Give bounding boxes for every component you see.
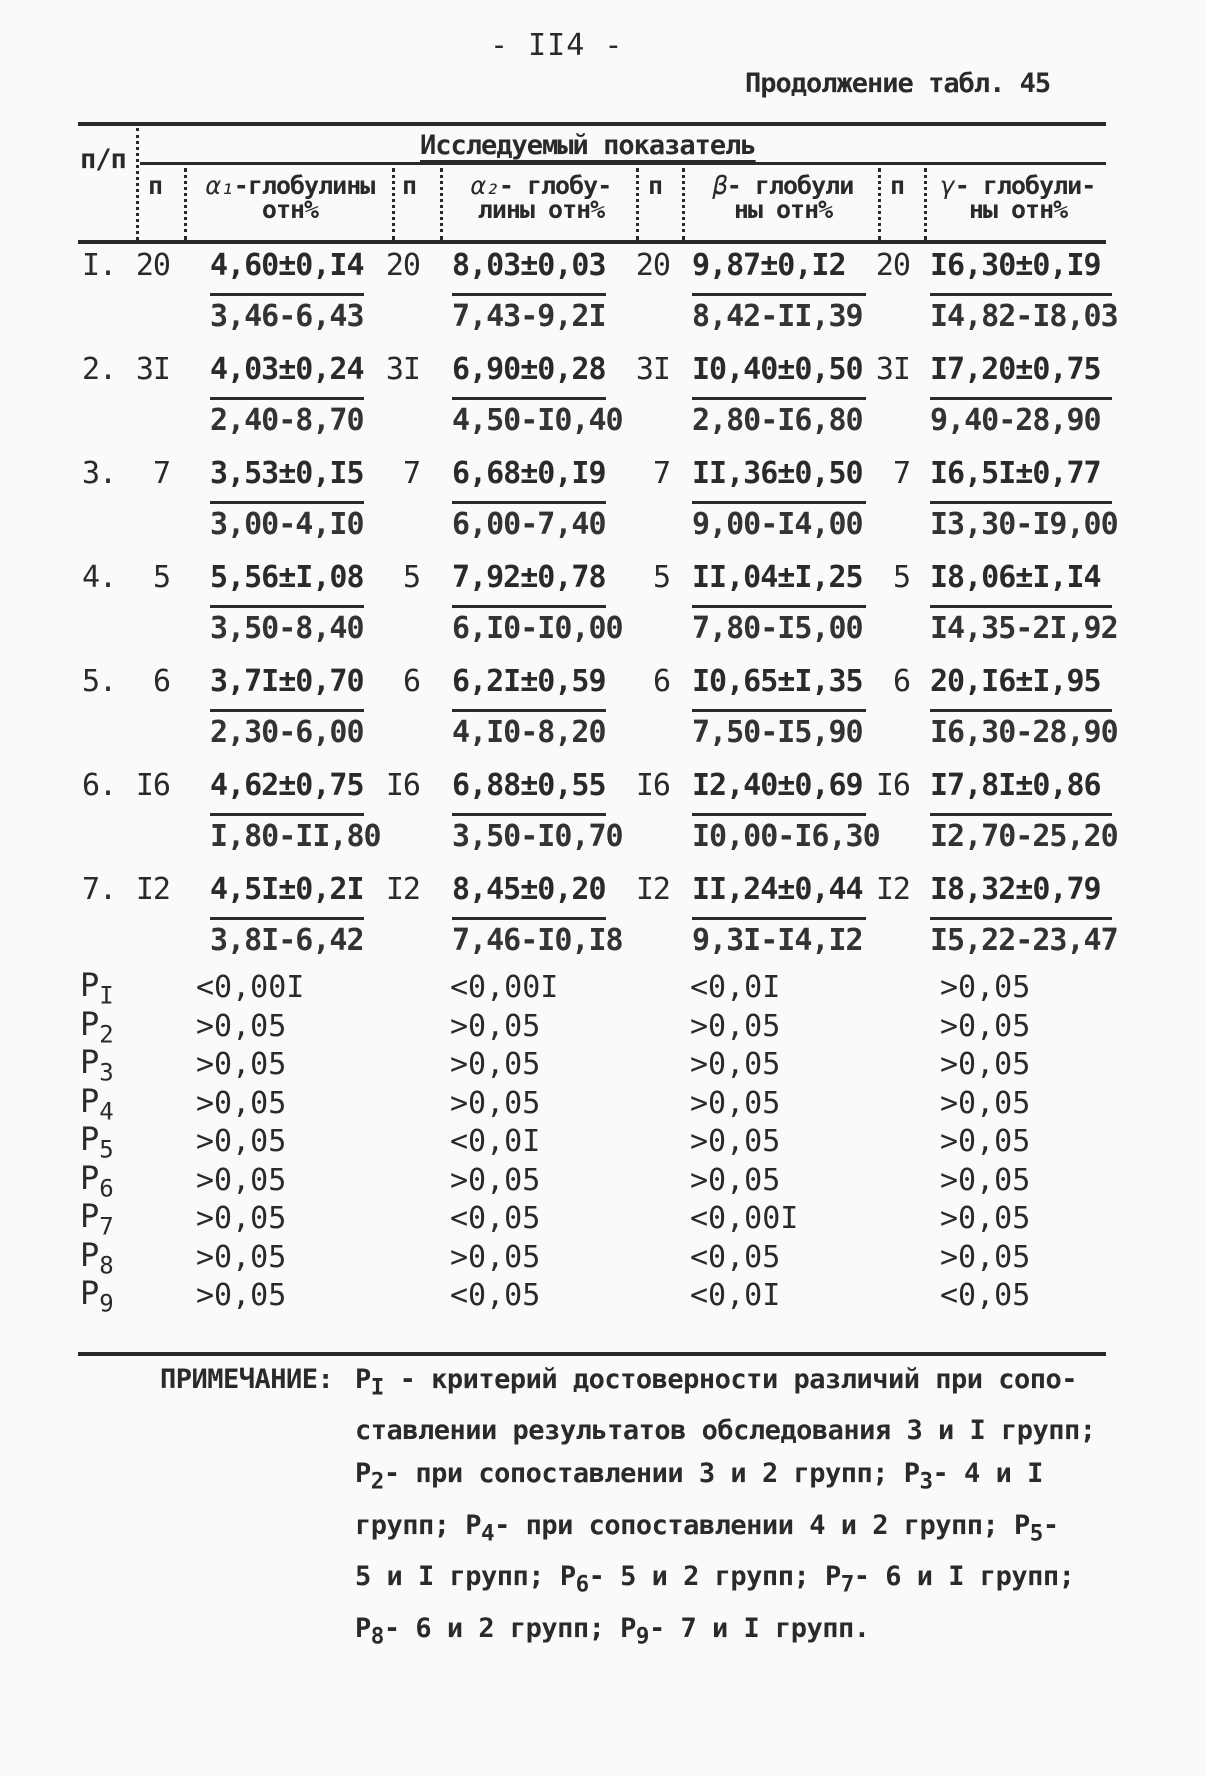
note-line: $P_I$ - критерий достоверности различий при сопо- (355, 1364, 1078, 1401)
group-size: I2 (875, 872, 910, 907)
p-value: >0,05 (450, 1008, 541, 1044)
p-label: $P_9$ (80, 1274, 114, 1318)
header-separator (636, 168, 639, 240)
row-number: 3. (82, 456, 117, 491)
header-n: п (648, 171, 663, 200)
range-value: 4,50-I0,40 (452, 403, 623, 438)
header-separator (682, 168, 685, 240)
group-size: 3I (635, 352, 670, 387)
p-value: >0,05 (196, 1047, 287, 1082)
mean-value: 4,03±0,24 (210, 352, 364, 387)
p-value: >0,05 (940, 1162, 1031, 1198)
group-size: 3I (385, 352, 420, 387)
fraction-line (930, 709, 1112, 712)
range-value: 6,00-7,40 (452, 507, 606, 542)
mean-value: 7,92±0,78 (452, 560, 606, 595)
fraction-line (210, 605, 364, 608)
p-value: >0,05 (940, 1239, 1031, 1275)
range-value: I2,70-25,20 (930, 819, 1118, 854)
group-size: 6 (892, 664, 910, 699)
p-value: >0,05 (450, 1047, 541, 1082)
note-text (355, 1358, 1115, 1658)
p-value: >0,05 (940, 970, 1031, 1005)
p-value: >0,05 (196, 1239, 287, 1275)
fraction-line (930, 813, 1112, 816)
fraction-line (692, 813, 866, 816)
mean-value: I2,40±0,69 (692, 768, 863, 803)
range-value: I6,30-28,90 (930, 715, 1118, 750)
mean-value: 3,7I±0,70 (210, 664, 364, 699)
p-value: >0,05 (940, 1047, 1031, 1082)
p-value: >0,05 (196, 1278, 287, 1313)
fraction-line (930, 605, 1112, 608)
group-size: 5 (402, 560, 420, 595)
p-value: >0,05 (450, 1162, 541, 1198)
p-value: >0,05 (940, 1124, 1031, 1159)
mean-value: II,36±0,50 (692, 456, 863, 491)
header-separator (392, 168, 395, 240)
range-value: 3,00-4,I0 (210, 507, 364, 542)
p-value: >0,05 (940, 1008, 1031, 1044)
note-label: ПРИМЕЧАНИЕ: (160, 1364, 334, 1395)
mean-value: 3,53±0,I5 (210, 456, 364, 491)
page-number: - II4 - (490, 28, 624, 63)
mean-value: I8,32±0,79 (930, 872, 1101, 907)
mean-value: 4,62±0,75 (210, 768, 364, 803)
group-size: 20 (635, 248, 670, 283)
fraction-line (930, 917, 1112, 920)
group-size: 7 (152, 456, 170, 491)
header-alpha1-globulins: α₁-глобулины отн% (205, 171, 375, 224)
header-separator (136, 128, 139, 240)
group-size: 3I (135, 352, 170, 387)
mean-value: I7,20±0,75 (930, 352, 1101, 387)
p-value: >0,05 (196, 1085, 287, 1121)
header-indicator: Исследуемый показатель (420, 130, 756, 161)
mean-value: 8,45±0,20 (452, 872, 606, 907)
group-size: 6 (652, 664, 670, 699)
row-number: I. (82, 248, 117, 283)
fraction-line (452, 813, 606, 816)
group-size: 6 (402, 664, 420, 699)
range-value: 3,50-8,40 (210, 611, 364, 646)
gamma-symbol: γ (940, 171, 955, 200)
note-line: $P_8-$ 6 и 2 групп; $P_9-$ 7 и I групп. (355, 1612, 870, 1649)
fraction-line (452, 397, 606, 400)
fraction-line (452, 501, 606, 504)
range-value: I5,22-23,47 (930, 923, 1118, 958)
range-value: 7,50-I5,90 (692, 715, 863, 750)
group-size: 7 (892, 456, 910, 491)
fraction-line (452, 917, 606, 920)
table-continuation-title: Продолжение табл. 45 (745, 68, 1051, 99)
group-size: I6 (635, 768, 670, 803)
note-line: ставлении результатов обследования 3 и I групп; (355, 1415, 1096, 1447)
p-label: $P_7$ (80, 1197, 114, 1241)
mean-value: I6,5I±0,77 (930, 456, 1101, 491)
p-value: >0,05 (690, 1047, 781, 1082)
range-value: I0,00-I6,30 (692, 819, 880, 854)
range-value: 7,43-9,2I (452, 299, 606, 334)
fraction-line (930, 501, 1112, 504)
p-label: $P_4$ (80, 1081, 114, 1125)
p-value: <0,00I (690, 1201, 799, 1236)
range-value: 7,46-I0,I8 (452, 923, 623, 958)
group-size: 3I (875, 352, 910, 387)
range-value: 8,42-II,39 (692, 299, 863, 334)
p-label: $P_6$ (80, 1158, 114, 1202)
mean-value: I7,8I±0,86 (930, 768, 1101, 803)
row-number: 6. (82, 768, 117, 803)
p-value: <0,0I (450, 1124, 541, 1159)
fraction-line (210, 917, 364, 920)
fraction-line (452, 709, 606, 712)
range-value: I3,30-I9,00 (930, 507, 1118, 542)
range-value: 3,8I-6,42 (210, 923, 364, 958)
p-value: >0,05 (940, 1085, 1031, 1121)
fraction-line (210, 397, 364, 400)
fraction-line (452, 293, 606, 296)
row-number: 2. (82, 352, 117, 387)
row-number: 4. (82, 560, 117, 595)
fraction-line (930, 397, 1112, 400)
row-number: 5. (82, 664, 117, 699)
header-gamma-globulins: γ- глобули- ны отн% (940, 171, 1096, 224)
range-value: 6,I0-I0,00 (452, 611, 623, 646)
fraction-line (692, 709, 866, 712)
range-value: I4,35-2I,92 (930, 611, 1118, 646)
mean-value: 6,90±0,28 (452, 352, 606, 387)
mean-value: 9,87±0,I2 (692, 248, 846, 283)
range-value: 7,80-I5,00 (692, 611, 863, 646)
range-value: 2,40-8,70 (210, 403, 364, 438)
p-value: <0,05 (690, 1239, 781, 1275)
group-size: I6 (135, 768, 170, 803)
p-label: $P_5$ (80, 1120, 114, 1164)
range-value: I4,82-I8,03 (930, 299, 1118, 334)
p-value: >0,05 (196, 1124, 287, 1159)
mean-value: I0,65±I,35 (692, 664, 863, 699)
group-size: 5 (652, 560, 670, 595)
p-value: <0,05 (450, 1201, 541, 1236)
p-value: <0,05 (940, 1278, 1031, 1313)
p-value: >0,05 (196, 1008, 287, 1044)
range-value: 3,50-I0,70 (452, 819, 623, 854)
group-size: 6 (152, 664, 170, 699)
p-value: <0,0I (690, 970, 781, 1005)
p-value: >0,05 (690, 1124, 781, 1159)
group-size: 5 (152, 560, 170, 595)
header-separator (878, 168, 881, 240)
table-top-rule (78, 122, 1106, 126)
header-bottom-rule (78, 240, 1106, 244)
p-value: >0,05 (690, 1085, 781, 1121)
note-line: $P_2-$ при сопоставлении 3 и 2 групп; $P_3-$ 4 и I (355, 1458, 1043, 1495)
group-size: 5 (892, 560, 910, 595)
header-alpha2-globulins: α₂- глобу- лины отн% (470, 171, 612, 224)
note-line: 5 и I групп; $P_6-$ 5 и 2 групп; $P_7-$ 6 и I групп; (355, 1561, 1075, 1598)
table-bottom-rule (78, 1352, 1106, 1356)
range-value: 9,40-28,90 (930, 403, 1101, 438)
group-size: I2 (135, 872, 170, 907)
range-value: 4,I0-8,20 (452, 715, 606, 750)
fraction-line (692, 917, 866, 920)
row-number: 7. (82, 872, 117, 907)
p-label: $P_3$ (80, 1043, 114, 1087)
fraction-line (692, 293, 866, 296)
group-size: I2 (635, 872, 670, 907)
group-size: 7 (402, 456, 420, 491)
mean-value: 4,60±0,I4 (210, 248, 364, 283)
p-value: >0,05 (940, 1201, 1031, 1236)
p-value: <0,00I (196, 970, 305, 1005)
group-size: I2 (385, 872, 420, 907)
header-mid-rule (140, 162, 1106, 165)
group-size: 7 (652, 456, 670, 491)
beta-symbol: β (712, 171, 727, 200)
p-value: >0,05 (196, 1201, 287, 1236)
fraction-line (692, 605, 866, 608)
group-size: I6 (875, 768, 910, 803)
p-value: <0,00I (450, 970, 559, 1005)
mean-value: II,24±0,44 (692, 872, 863, 907)
p-value: >0,05 (450, 1085, 541, 1121)
p-value: >0,05 (450, 1239, 541, 1275)
mean-value: 5,56±I,08 (210, 560, 364, 595)
p-value: >0,05 (690, 1008, 781, 1044)
header-n: п (890, 171, 905, 200)
header-beta-globulins: β- глобули ны отн% (712, 171, 854, 224)
range-value: 3,46-6,43 (210, 299, 364, 334)
p-value: >0,05 (196, 1162, 287, 1198)
range-value: I,80-II,80 (210, 819, 381, 854)
mean-value: 6,88±0,55 (452, 768, 606, 803)
mean-value: 6,2I±0,59 (452, 664, 606, 699)
header-row-number: п/п (80, 144, 126, 175)
header-n: п (148, 171, 163, 200)
fraction-line (210, 293, 364, 296)
range-value: 9,3I-I4,I2 (692, 923, 863, 958)
group-size: 20 (135, 248, 170, 283)
alpha2-symbol: α₂ (470, 171, 499, 200)
range-value: 9,00-I4,00 (692, 507, 863, 542)
p-label: $P_8$ (80, 1235, 114, 1279)
fraction-line (930, 293, 1112, 296)
p-value: >0,05 (690, 1162, 781, 1198)
note-line: групп; $P_4-$ при сопоставлении 4 и 2 групп; $P_5-$ (355, 1509, 1059, 1547)
header-separator (440, 168, 443, 240)
p-value: <0,0I (690, 1278, 781, 1313)
range-value: 2,30-6,00 (210, 715, 364, 750)
fraction-line (692, 501, 866, 504)
fraction-line (210, 501, 364, 504)
fraction-line (210, 813, 364, 816)
p-label: $P_I$ (80, 966, 114, 1010)
fraction-line (692, 397, 866, 400)
mean-value: 8,03±0,03 (452, 248, 606, 283)
range-value: 2,80-I6,80 (692, 403, 863, 438)
group-size: I6 (385, 768, 420, 803)
mean-value: I0,40±0,50 (692, 352, 863, 387)
mean-value: 6,68±0,I9 (452, 456, 606, 491)
fraction-line (452, 605, 606, 608)
header-separator (184, 168, 187, 240)
mean-value: I6,30±0,I9 (930, 248, 1101, 283)
mean-value: 20,I6±I,95 (930, 664, 1101, 699)
group-size: 20 (875, 248, 910, 283)
header-separator (924, 168, 927, 240)
p-value: <0,05 (450, 1278, 541, 1313)
p-label: $P_2$ (80, 1004, 114, 1048)
mean-value: I8,06±I,I4 (930, 560, 1101, 595)
alpha1-symbol: α₁ (205, 171, 234, 200)
group-size: 20 (385, 248, 420, 283)
fraction-line (210, 709, 364, 712)
header-n: п (402, 171, 417, 200)
mean-value: 4,5I±0,2I (210, 872, 364, 907)
mean-value: II,04±I,25 (692, 560, 863, 595)
